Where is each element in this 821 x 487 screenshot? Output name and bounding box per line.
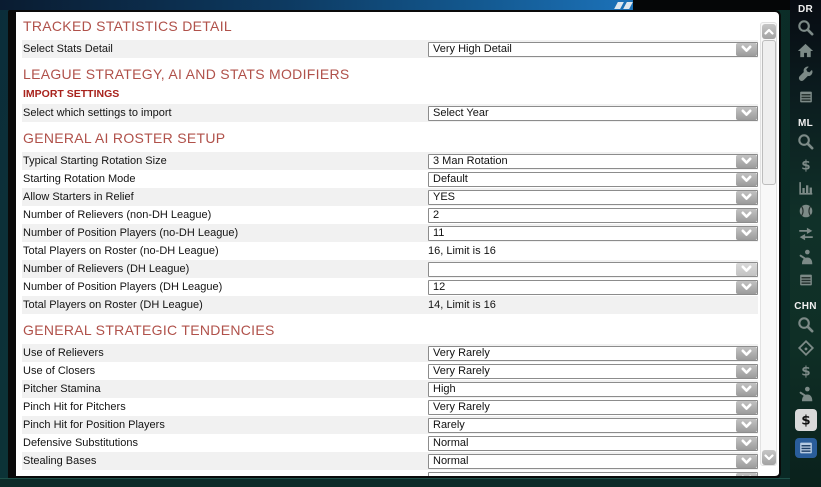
field-icon[interactable] (795, 337, 817, 358)
row-label: Pitcher Stamina (23, 383, 101, 395)
dropdown-starting-rotation-mode[interactable] (428, 172, 758, 187)
search-icon[interactable] (795, 17, 817, 38)
row-label: Pinch Hit for Position Players (23, 419, 165, 431)
row-label: Stealing Bases (23, 455, 97, 467)
row-number-of-position-players-no-dh-league (22, 224, 758, 242)
row-allow-starters-in-relief (22, 188, 758, 206)
search-icon[interactable] (795, 314, 817, 335)
search-icon[interactable] (795, 131, 817, 152)
dropdown-typical-starting-rotation-size[interactable] (428, 154, 758, 169)
svg-text:$: $ (800, 412, 811, 429)
dropdown-number-of-position-players-dh-league[interactable] (428, 280, 758, 295)
svg-text:$: $ (800, 157, 811, 173)
chevron-down-icon[interactable] (736, 347, 757, 360)
vertical-scrollbar[interactable] (760, 22, 777, 466)
chevron-down-icon[interactable] (736, 419, 757, 432)
row-label: Starting Rotation Mode (23, 173, 136, 185)
dropdown-use-of-relievers[interactable] (428, 346, 758, 361)
dropdown-value: 11 (433, 227, 445, 239)
dropdown-value: Rarely (433, 419, 465, 431)
section-heading: TRACKED STATISTICS DETAIL (23, 18, 232, 34)
row-number-of-position-players-dh-league (22, 278, 758, 296)
baseball-icon[interactable] (795, 200, 817, 221)
list-icon[interactable] (795, 269, 817, 290)
row-label: Total Players on Roster (no-DH League) (23, 245, 219, 257)
dropdown-value: Very Rarely (433, 365, 490, 377)
row-select-stats-detail (22, 40, 758, 58)
row-defensive-substitutions (22, 434, 758, 452)
row-label: Select Stats Detail (23, 43, 113, 55)
chevron-down-icon[interactable] (736, 455, 757, 468)
chevron-down-icon[interactable] (736, 155, 757, 168)
wrench-icon[interactable] (795, 63, 817, 84)
dropdown-number-of-relievers-dh-league[interactable] (428, 262, 758, 277)
home-icon[interactable] (795, 40, 817, 61)
row-label: Use of Relievers (23, 347, 104, 359)
row-starting-rotation-mode (22, 170, 758, 188)
league-settings-panel (8, 10, 781, 479)
row-pitcher-stamina (22, 380, 758, 398)
scroll-down-button[interactable] (762, 450, 776, 465)
row-label: Typical Starting Rotation Size (23, 155, 167, 167)
row-partial (22, 470, 758, 476)
dropdown-select-stats-detail[interactable] (428, 42, 758, 57)
row-label: Defensive Substitutions (23, 437, 138, 449)
dropdown-value: High (433, 383, 456, 395)
chevron-down-icon[interactable] (736, 173, 757, 186)
dropdown-value: 12 (433, 281, 446, 293)
chevron-down-icon[interactable] (736, 281, 757, 294)
right-sidebar (790, 0, 821, 487)
manager-icon[interactable] (795, 246, 817, 267)
dropdown-value: Very Rarely (433, 401, 490, 413)
dropdown-value: Normal (433, 455, 469, 467)
row-total-players-on-roster-no-dh-league (22, 242, 758, 260)
row-number-of-relievers-non-dh-league (22, 206, 758, 224)
dropdown-defensive-substitutions[interactable] (428, 436, 758, 451)
chevron-down-icon[interactable] (736, 473, 757, 477)
section-heading: GENERAL AI ROSTER SETUP (23, 130, 226, 146)
dropdown-value: YES (433, 191, 456, 203)
row-label: Number of Relievers (DH League) (23, 263, 190, 275)
section-heading: LEAGUE STRATEGY, AI AND STATS MODIFIERS (23, 66, 350, 82)
dropdown-pinch-hit-for-pitchers[interactable] (428, 400, 758, 415)
dropdown-number-of-position-players-no-dh-league[interactable] (428, 226, 758, 241)
chevron-down-icon (764, 454, 774, 461)
dropdown-value: Very High Detail (433, 43, 512, 55)
dropdown-use-of-closers[interactable] (428, 364, 758, 379)
row-label: Use of Closers (23, 365, 96, 377)
chevron-down-icon[interactable] (736, 401, 757, 414)
row-typical-starting-rotation-size (22, 152, 758, 170)
row-label: Allow Starters in Relief (23, 191, 134, 203)
dropdown-pinch-hit-for-position-players[interactable] (428, 418, 758, 433)
scrollbar-thumb[interactable] (762, 40, 776, 185)
dollar-active-icon[interactable] (795, 409, 817, 431)
svg-text:$: $ (800, 363, 811, 379)
dropdown-allow-starters-in-relief[interactable] (428, 190, 758, 205)
chevron-down-icon[interactable] (736, 191, 757, 204)
list-blue-icon[interactable] (795, 438, 817, 458)
chevron-down-icon[interactable] (736, 107, 757, 120)
section-heading: GENERAL STRATEGIC TENDENCIES (23, 322, 275, 338)
dropdown-number-of-relievers-non-dh-league[interactable] (428, 208, 758, 223)
bottom-status-bar (0, 478, 790, 487)
static-value: 16, Limit is 16 (428, 244, 496, 257)
chevron-down-icon[interactable] (736, 263, 757, 276)
row-label: Total Players on Roster (DH League) (23, 299, 203, 311)
static-value: 14, Limit is 16 (428, 298, 496, 311)
row-select-which-settings-to-import (22, 104, 758, 122)
dropdown-value: 3 Man Rotation (433, 155, 508, 167)
chevron-down-icon[interactable] (736, 437, 757, 450)
sidebar-group-label: CHN (794, 301, 817, 312)
section-league-strategy-ai-and-stats-modifiers (22, 66, 758, 122)
row-stealing-bases (22, 452, 758, 470)
chevron-down-icon[interactable] (736, 43, 757, 56)
dropdown-next[interactable] (428, 472, 758, 477)
section-general-strategic-tendencies (22, 322, 758, 476)
top-bar-blue-gradient (0, 0, 633, 10)
section-tracked-statistics-detail (22, 18, 758, 58)
chevron-up-icon (764, 28, 774, 35)
top-title-bar (0, 0, 790, 10)
row-label: Number of Position Players (no-DH League) (23, 227, 239, 239)
row-use-of-closers (22, 362, 758, 380)
row-pinch-hit-for-pitchers (22, 398, 758, 416)
scroll-up-button[interactable] (762, 24, 776, 39)
dollar-icon[interactable] (795, 154, 817, 175)
chevron-down-icon[interactable] (736, 365, 757, 378)
dropdown-value: Default (433, 173, 468, 185)
chevron-down-icon[interactable] (736, 209, 757, 222)
dropdown-value: Normal (433, 437, 469, 449)
dropdown-stealing-bases[interactable] (428, 454, 758, 469)
row-pinch-hit-for-position-players (22, 416, 758, 434)
section-general-ai-roster-setup (22, 130, 758, 314)
sidebar-group-label: DR (797, 4, 814, 15)
dropdown-value: Select Year (433, 107, 489, 119)
dollar-icon[interactable] (795, 360, 817, 381)
settings-panel-content (16, 12, 758, 476)
trade-icon[interactable] (795, 223, 817, 244)
chevron-down-icon[interactable] (736, 383, 757, 396)
row-number-of-relievers-dh-league (22, 260, 758, 278)
row-label: Number of Position Players (DH League) (23, 281, 223, 293)
chevron-down-icon[interactable] (736, 227, 757, 240)
row-label: Number of Relievers (non-DH League) (23, 209, 212, 221)
dropdown-value: 2 (433, 209, 440, 221)
manager-icon[interactable] (795, 383, 817, 404)
row-label: Pinch Hit for Pitchers (23, 401, 126, 413)
dropdown-pitcher-stamina[interactable] (428, 382, 758, 397)
dropdown-value: Very Rarely (433, 347, 490, 359)
row-total-players-on-roster-dh-league (22, 296, 758, 314)
chart-icon[interactable] (795, 177, 817, 198)
list-icon[interactable] (795, 86, 817, 107)
row-label: Select which settings to import (23, 107, 172, 119)
dropdown-select-which-settings-to-import[interactable] (428, 106, 758, 121)
sub-heading: IMPORT SETTINGS (23, 88, 120, 100)
sidebar-group-label: ML (797, 118, 814, 129)
row-use-of-relievers (22, 344, 758, 362)
